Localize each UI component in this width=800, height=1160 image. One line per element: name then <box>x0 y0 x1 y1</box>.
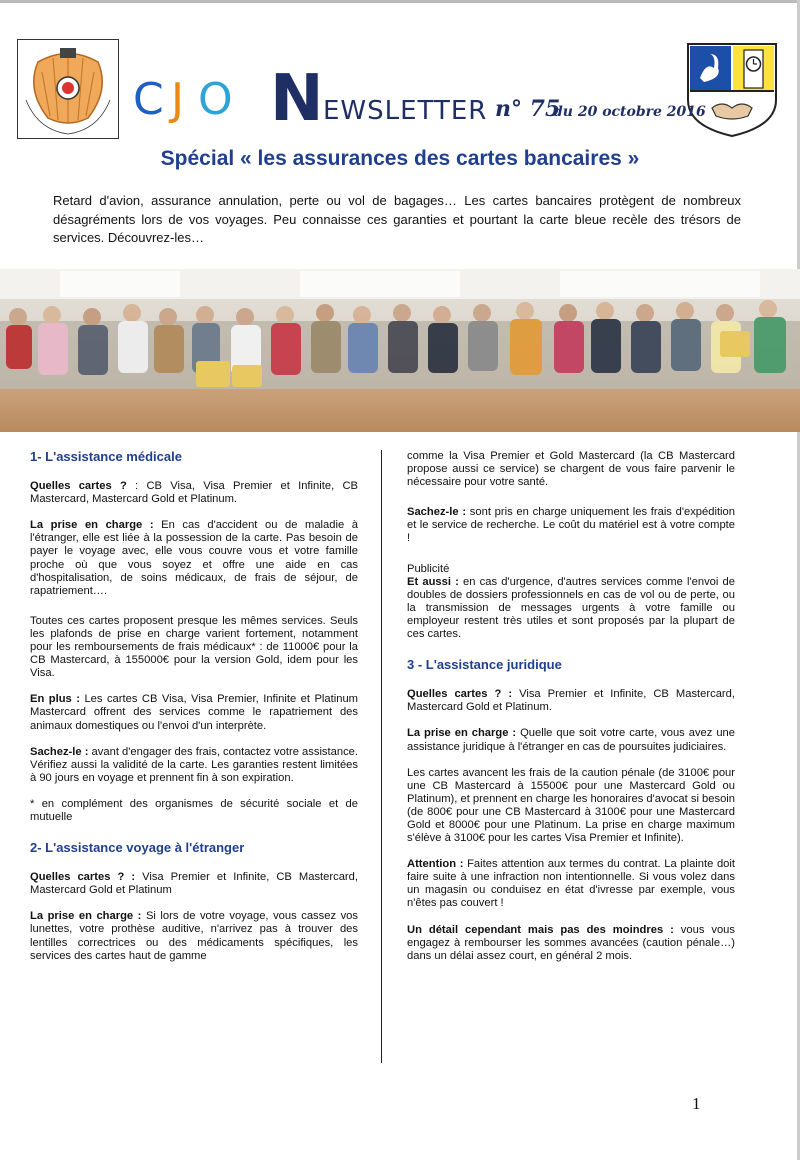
paragraph: Sachez-le : avant d'engager des frais, contactez votre assistance. Vérifiez aussi la validité de la carte. Les garanties restent limitées à 90 jours en voyage et prennent fin à son expiration. <box>30 745 358 784</box>
issue-date: du 20 octobre 2016 <box>553 104 706 120</box>
right-column <box>407 450 735 976</box>
paragraph: La prise en charge : Si lors de votre voyage, vous cassez vos lunettes, votre prothèse auditive, n'arrivez pas à trouver des lentilles correctrices ou des médicaments spécifiques, les services des cartes haut de gamme <box>30 910 359 962</box>
masthead-letter-n: N <box>270 62 324 136</box>
special-title: Spécial « les assurances des cartes bancaires » <box>160 147 640 170</box>
audience-photo <box>0 269 800 432</box>
masthead-letter-o: O <box>198 74 233 125</box>
paragraph: Quelles cartes ? : Visa Premier et Infinite, CB Mastercard, Mastercard Gold et Platinum <box>30 871 358 897</box>
masthead-newsletter: EWSLETTER <box>323 96 488 126</box>
paragraph: Toutes ces cartes proposent presque les mêmes services. Seuls les plafonds de prise en charge varient fortement, notamment pour les remboursements de frais médicaux* : de 11000€ pour la CB Mastercard, à 155000€ pour la version Gold, idem pour les Visa. <box>30 614 358 680</box>
column-divider <box>381 450 382 1063</box>
paragraph: Quelles cartes ? : Visa Premier et Infinite, CB Mastercard, Mastercard Gold et Platinum. <box>407 688 735 714</box>
advertising-label: Publicité <box>407 562 450 575</box>
left-column <box>30 450 358 976</box>
crest-logo-icon <box>686 42 778 138</box>
masthead-letter-c: C <box>133 74 164 125</box>
footnote: * en complément des organismes de sécurité sociale et de mutuelle <box>30 797 358 823</box>
paragraph: En plus : Les cartes CB Visa, Visa Premier, Infinite et Platinum Mastercard offrent des services comme le rapatriement des animaux domestiques ou l'envoi d'un interprète. <box>30 693 358 732</box>
paragraph: Sachez-le : sont pris en charge uniquement les frais d'expédition et le service de recherche. Le coût du matériel est à votre compte ! <box>407 506 735 545</box>
paragraph: comme la Visa Premier et Gold Mastercard (la CB Mastercard propose aussi ce service) se chargent de vous faire parvenir le nécessaire pour votre santé. <box>407 450 735 489</box>
newsletter-masthead <box>133 62 706 136</box>
paragraph: Les cartes avancent les frais de la caution pénale (de 3100€ pour une CB Mastercard à 15500€ pour une Mastercard Gold ou Platinum), et prennent en charge les honoraires d'avocat si besoin (de 800€ pour une CB Mastercard à 3100€ pour une Mastercard Gold et 8000€ pour une Platinum. La prise en charge maximum s'élève à 3100€ pour les cartes Visa Premier et Infinite). <box>407 766 736 845</box>
section-title-medical: 1- L'assistance médicale <box>30 449 182 464</box>
section-title-travel: 2- L'assistance voyage à l'étranger <box>30 840 245 856</box>
section-title-legal: 3 - L'assistance juridique <box>407 657 562 673</box>
masthead-letter-j: J <box>171 74 184 125</box>
page-number: 1 <box>692 1094 701 1113</box>
paragraph: Quelles cartes ? : CB Visa, Visa Premier et Infinite, CB Mastercard, Mastercard Gold et Platinum. <box>30 480 358 506</box>
paragraph: Et aussi : en cas d'urgence, d'autres services comme l'envoi de doubles de dossiers professionnels en cas de vol ou de perte, ou la transmission de messages urgents à votre famille ou employeur restent très utiles et sont proposés par la plupart de ces cartes. <box>407 575 735 641</box>
intro-paragraph: Retard d'avion, assurance annulation, perte ou vol de bagages… Les cartes bancaires protègent de nombreux désagréments lors de vos voyages. Peu connaisse ces garanties et pourtant la carte bleue recèle des trésors de services. Découvrez-les… <box>53 193 741 245</box>
shell-logo-icon <box>17 39 119 139</box>
issue-number: n° 75 <box>495 96 561 122</box>
paragraph: Attention : Faites attention aux termes du contrat. La plainte doit faire suite à une infraction non intentionnelle. Si vous volez dans un magasin ou conduisez en état d'ivresse par exemple, vous n'êtes pas couvert ! <box>407 858 735 910</box>
top-border <box>0 0 800 3</box>
paragraph: Un détail cependant mais pas des moindres : vous vous engagez à rembourser les sommes avancées (caution pénale…) dans un délai assez court, en général 2 mois. <box>407 923 735 962</box>
paragraph: La prise en charge : En cas d'accident ou de maladie à l'étranger, elle est liée à la possession de la carte. Pas besoin de payer le voyage avec, elle vous couvre vous et votre famille proche où que vous soyez et offre une aide en cas d'hospitalisation, de soins médicaux, de frais de séjour, de rapatriement…. <box>30 519 358 597</box>
paragraph: La prise en charge : Quelle que soit votre carte, vous avez une assistance juridique à l'étranger en cas de poursuites judiciaires. <box>407 727 735 753</box>
